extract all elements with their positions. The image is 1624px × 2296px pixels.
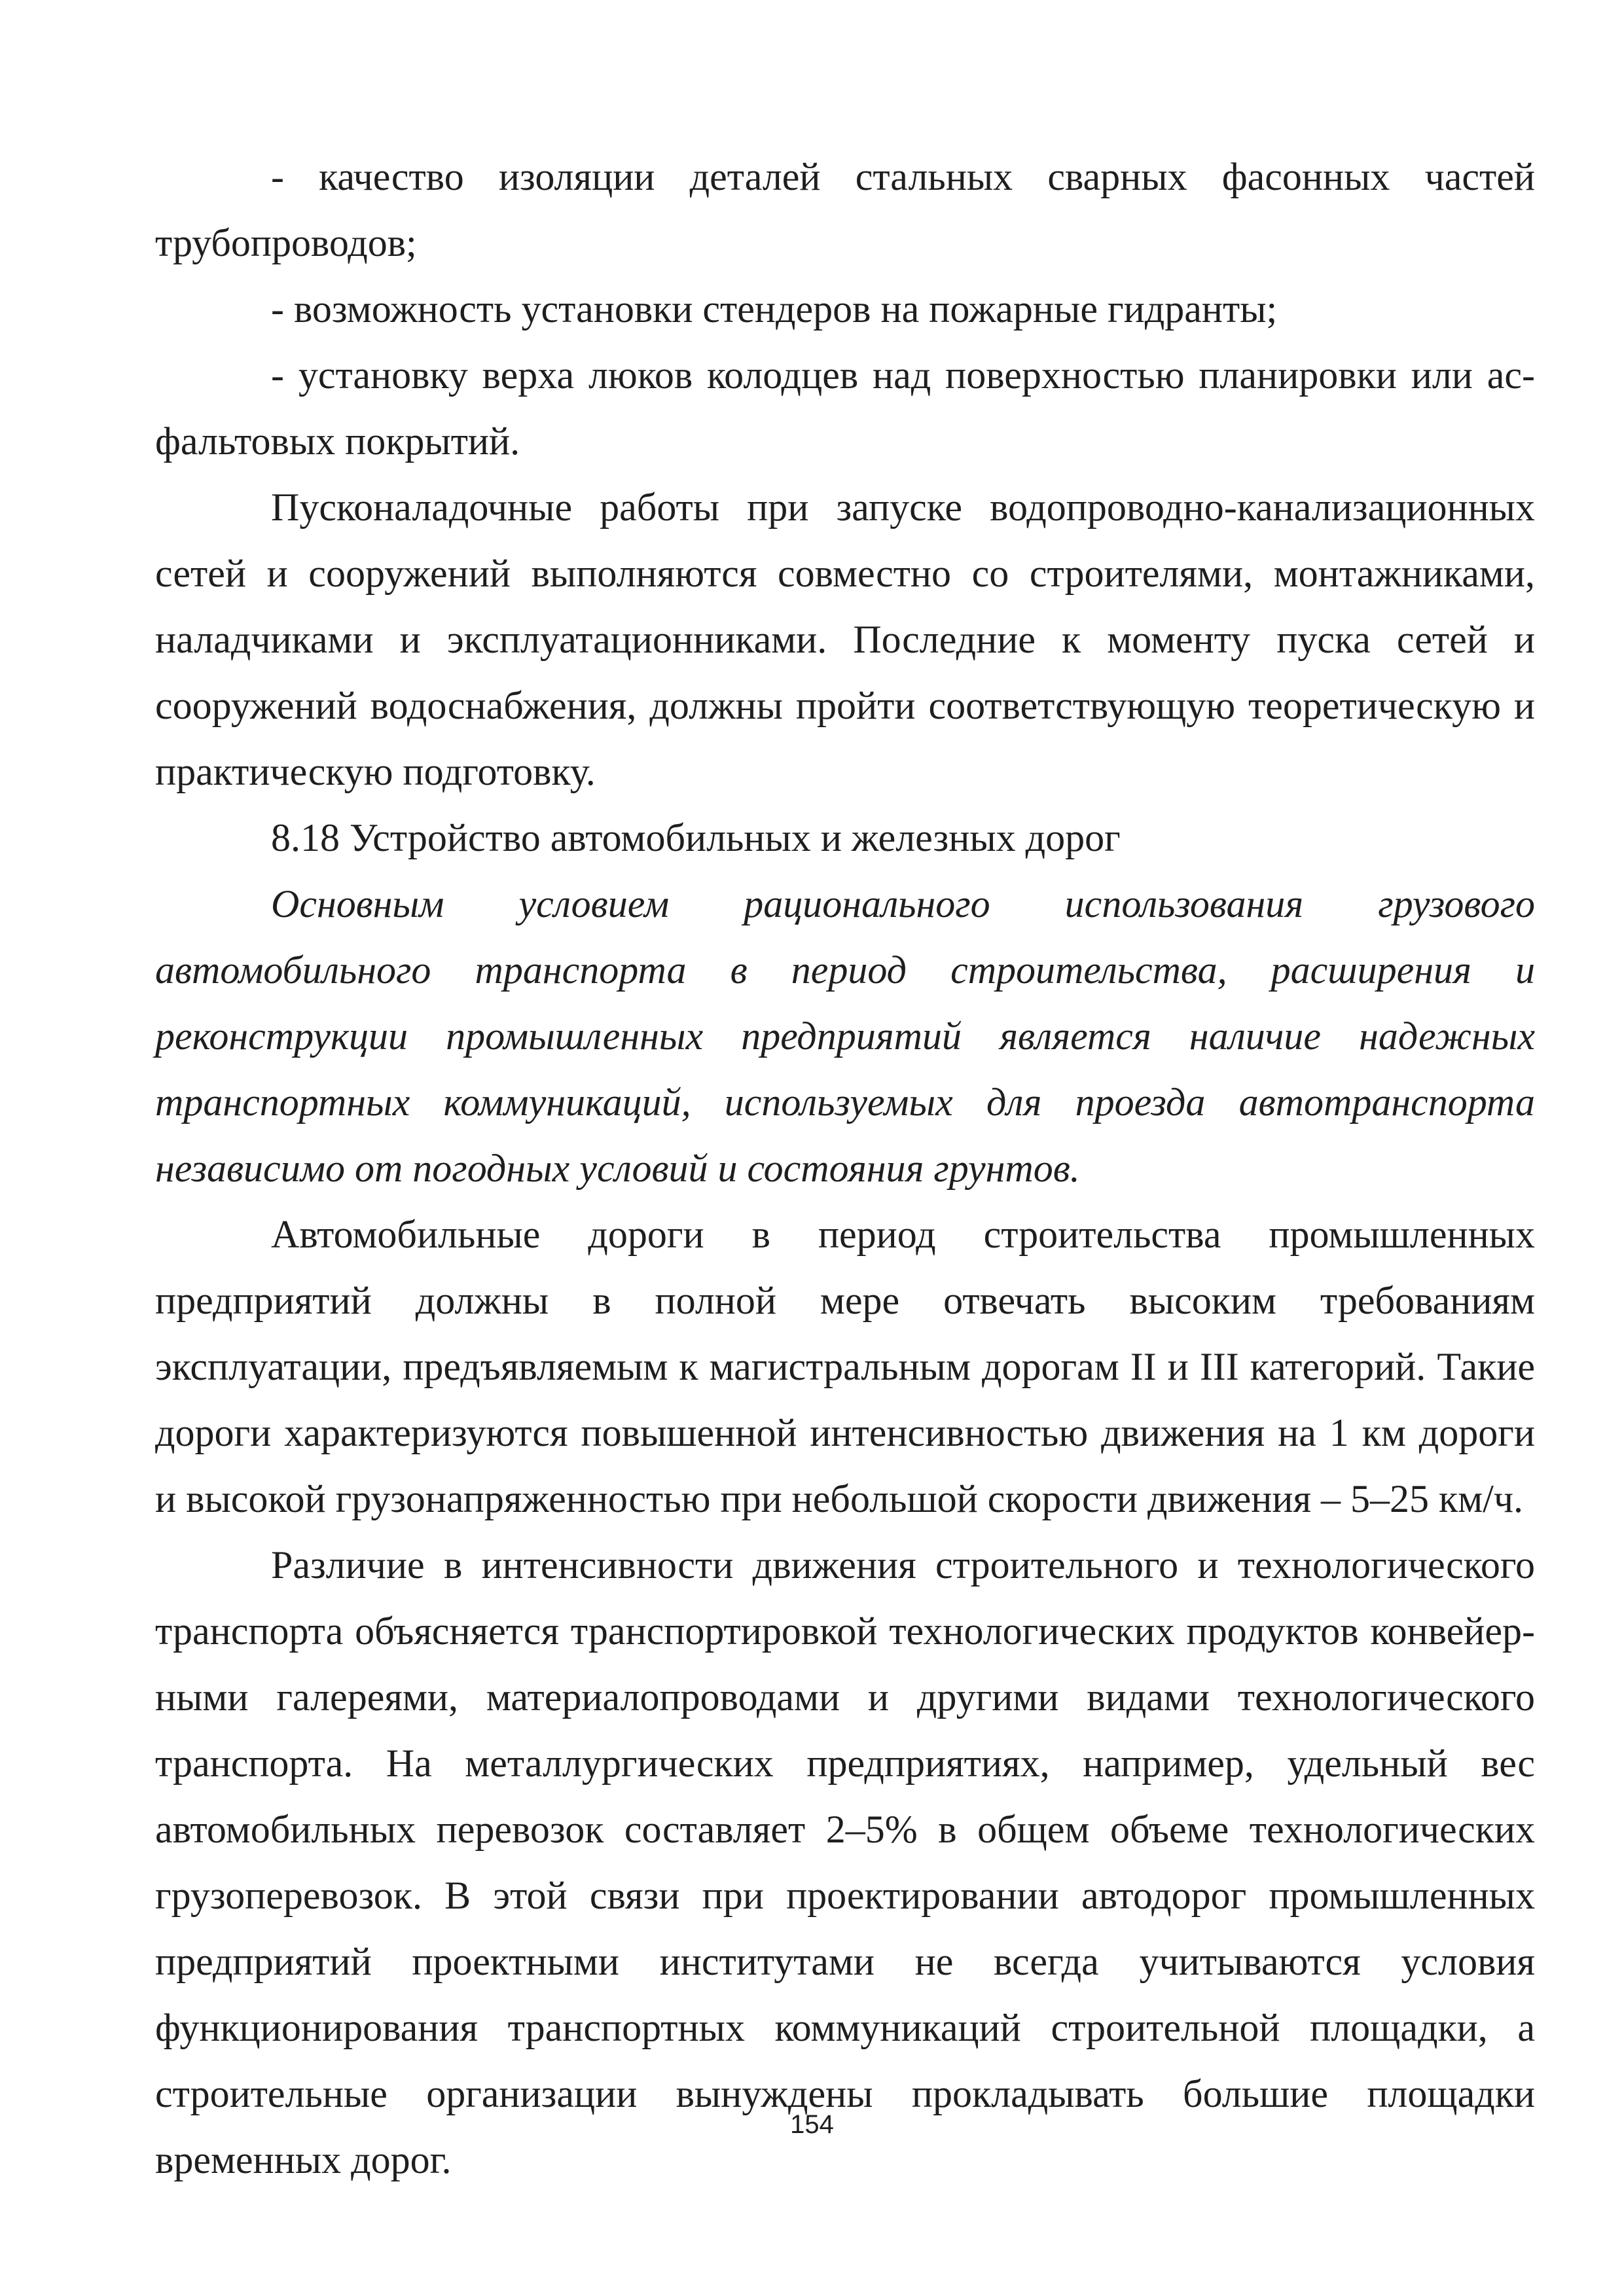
paragraph-commissioning: Пусконаладочные работы при запуске водопроводно-канализационных сетей и сооружений выполняются совместно со строителями, монтажниками, наладчиками и эксплуатационниками. Последние к моменту пуска сетей и сооружений водоснабжения, должны пройти соответствующую теоретическую и практическую подготовку. xyxy=(155,486,1535,793)
paragraph-traffic-difference: Различие в интенсивности движения строительного и технологического транспорта объясняется транспортировкой технологических продуктов конвейерными галереями, материалопроводами и другими видами технологического транспорта. На металлургических предприятиях, например, удельный вес автомобильных перевозок составляет 2–5% в общем объеме технологических грузоперевозок. В этой связи при проектировании автодорог промышленных предприятий проектными институтами не всегда учитываются условия функционирования транспортных коммуникаций строительной площадки, а строительные организации вынуждены прокладывать большие площадки временных дорог. xyxy=(155,1543,1535,2181)
paragraph-key-condition: Основным условием рационального использования грузового автомобильного транспорта в период строительства, расширения и реконструкции промышленных предприятий является наличие надежных транспортных коммуникаций, используемых для проезда автотранспорта независимо от погодных условий и состояния грунтов. xyxy=(155,882,1535,1190)
page-number: 154 xyxy=(790,2110,834,2139)
paragraph-standpipe-installation: - возможность установки стендеров на пожарные гидранты; xyxy=(271,287,1278,331)
paragraph-manhole-covers: - установку верха люков колодцев над поверхностью планировки или асфальтовых покрытий. xyxy=(155,353,1535,463)
section-heading: 8.18 Устройство автомобильных и железных дорог xyxy=(271,816,1121,859)
body-text xyxy=(155,144,1535,2193)
paragraph-insulation-quality: - качество изоляции деталей стальных сварных фасонных частей трубопроводов; xyxy=(155,155,1535,264)
paragraph-road-requirements: Автомобильные дороги в период строительства промышленных предприятий должны в полной мере отвечать высоким требованиям эксплуатации, предъявляемым к магистральным дорогам II и III категорий. Такие дороги характеризуются повышенной интенсивностью движения на 1 км дороги и высокой грузонапряженностью при небольшой скорости движения – 5–25 км/ч. xyxy=(155,1213,1535,1520)
